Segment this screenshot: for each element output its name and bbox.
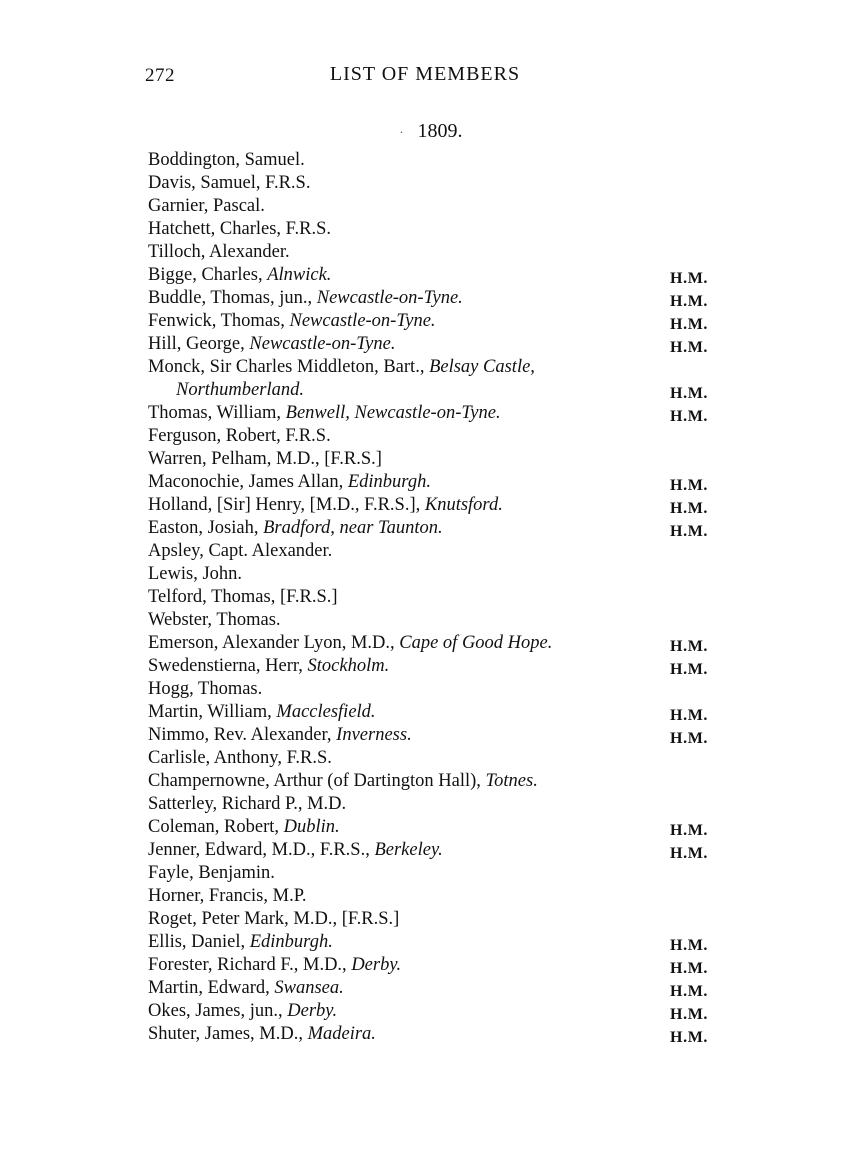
list-item (148, 241, 708, 264)
member-name: Webster, Thomas. (148, 610, 281, 630)
member-status: H.M. (670, 1029, 708, 1046)
member-name: Hatchett, Charles, F.R.S. (148, 219, 331, 239)
member-name: Buddle, Thomas, jun., (148, 288, 317, 308)
member-name: Horner, Francis, M.P. (148, 886, 307, 906)
member-name: Ellis, Daniel, (148, 932, 250, 952)
list-item (148, 747, 708, 770)
member-place: Bradford, near Taunton. (263, 518, 443, 538)
member-name: Thomas, William, (148, 403, 286, 423)
list-item (148, 264, 708, 287)
list-item (148, 540, 708, 563)
member-place: Knutsford. (424, 495, 503, 515)
member-name: Fenwick, Thomas, (148, 311, 290, 331)
list-item (148, 885, 708, 908)
list-item (148, 609, 708, 632)
member-status: H.M. (670, 500, 708, 517)
member-list (148, 149, 708, 1046)
member-place: Totnes. (485, 771, 538, 791)
member-place: Benwell, Newcastle-on-Tyne. (285, 403, 501, 423)
list-item (148, 839, 708, 862)
list-item (148, 310, 708, 333)
list-item (148, 770, 708, 793)
member-place: Stockholm. (307, 656, 390, 676)
member-status: H.M. (670, 477, 708, 494)
member-name: Satterley, Richard P., M.D. (148, 794, 347, 814)
member-place: Cape of Good Hope. (399, 633, 553, 653)
member-name: Martin, William, (148, 702, 277, 722)
member-name: Hogg, Thomas. (148, 679, 263, 699)
member-status: H.M. (670, 270, 708, 287)
page-number: 272 (145, 65, 175, 86)
member-name: Garnier, Pascal. (148, 196, 265, 216)
member-status: H.M. (670, 339, 708, 356)
list-item (148, 425, 708, 448)
list-item (148, 1000, 708, 1023)
member-place: Newcastle-on-Tyne. (249, 334, 396, 354)
decorative-dot: · (399, 124, 404, 139)
member-status: H.M. (670, 1006, 708, 1023)
member-status: H.M. (670, 730, 708, 747)
member-place: Berkeley. (374, 840, 443, 860)
list-item (148, 471, 708, 494)
list-item (148, 494, 708, 517)
list-item (148, 1023, 708, 1046)
member-status: H.M. (670, 707, 708, 724)
member-name: Nimmo, Rev. Alexander, (148, 725, 337, 745)
member-place: Dublin. (283, 817, 340, 837)
running-head: LIST OF MEMBERS (329, 63, 521, 85)
member-status: H.M. (670, 937, 708, 954)
member-status: H.M. (670, 523, 708, 540)
member-name: Swedenstierna, Herr, (148, 656, 308, 676)
member-name: Shuter, James, M.D., (148, 1024, 308, 1044)
list-item (148, 678, 708, 701)
member-place: Macclesfield. (276, 702, 376, 722)
list-item (148, 632, 708, 655)
member-place: Belsay Castle, (429, 357, 535, 377)
list-item (148, 563, 708, 586)
member-place: Edinburgh. (249, 932, 333, 952)
member-place: Swansea. (274, 978, 344, 998)
member-place: Madeira. (307, 1024, 376, 1044)
member-status: H.M. (670, 960, 708, 977)
member-name: Monck, Sir Charles Middleton, Bart., (148, 357, 430, 377)
list-item (148, 287, 708, 310)
member-name: Apsley, Capt. Alexander. (148, 541, 333, 561)
list-item (148, 333, 708, 356)
list-item (148, 586, 708, 609)
list-item (148, 448, 708, 471)
member-status: H.M. (670, 293, 708, 310)
list-item (148, 701, 708, 724)
list-item (148, 218, 708, 241)
member-name: Boddington, Samuel. (148, 150, 305, 170)
member-name: Roget, Peter Mark, M.D., [F.R.S.] (148, 909, 400, 929)
member-status: H.M. (670, 316, 708, 333)
member-name: Telford, Thomas, [F.R.S.] (148, 587, 338, 607)
member-place: Newcastle-on-Tyne. (316, 288, 463, 308)
member-name: Carlisle, Anthony, F.R.S. (148, 748, 332, 768)
member-name: Easton, Josiah, (148, 518, 264, 538)
list-item (148, 862, 708, 885)
member-place-continued: Northumberland. (176, 380, 304, 400)
member-name: Tilloch, Alexander. (148, 242, 290, 262)
list-item (148, 402, 708, 425)
member-name: Maconochie, James Allan, (148, 472, 348, 492)
list-item (148, 954, 708, 977)
year-label: 1809. (417, 120, 463, 142)
list-item (148, 793, 708, 816)
member-name: Holland, [Sir] Henry, [M.D., F.R.S.], (148, 495, 425, 515)
member-place: Derby. (287, 1001, 338, 1021)
list-item (148, 149, 708, 172)
member-name: Coleman, Robert, (148, 817, 284, 837)
member-name: Jenner, Edward, M.D., F.R.S., (148, 840, 375, 860)
member-name: Ferguson, Robert, F.R.S. (148, 426, 331, 446)
member-name: Warren, Pelham, M.D., [F.R.S.] (148, 449, 382, 469)
list-item (148, 977, 708, 1000)
list-item (148, 931, 708, 954)
member-status: H.M. (670, 661, 708, 678)
member-name: Fayle, Benjamin. (148, 863, 275, 883)
list-item (148, 172, 708, 195)
member-name: Emerson, Alexander Lyon, M.D., (148, 633, 400, 653)
member-name: Hill, George, (148, 334, 250, 354)
member-name: Lewis, John. (148, 564, 243, 584)
member-name: Martin, Edward, (148, 978, 275, 998)
member-status: H.M. (670, 822, 708, 839)
list-item (148, 724, 708, 747)
list-item (148, 356, 708, 402)
member-status: H.M. (670, 408, 708, 425)
member-status: H.M. (670, 638, 708, 655)
member-status: H.M. (670, 385, 708, 402)
member-status: H.M. (670, 983, 708, 1000)
member-place: Edinburgh. (347, 472, 431, 492)
list-item (148, 655, 708, 678)
member-status: H.M. (670, 845, 708, 862)
member-name: Bigge, Charles, (148, 265, 268, 285)
list-item (148, 816, 708, 839)
member-place: Alnwick. (267, 265, 332, 285)
member-name: Forester, Richard F., M.D., (148, 955, 352, 975)
member-name: Champernowne, Arthur (of Dartington Hall), (148, 771, 486, 791)
member-name: Davis, Samuel, F.R.S. (148, 173, 311, 193)
list-item (148, 908, 708, 931)
member-place: Inverness. (336, 725, 412, 745)
list-item (148, 195, 708, 218)
list-item (148, 517, 708, 540)
member-place: Derby. (351, 955, 402, 975)
member-place: Newcastle-on-Tyne. (289, 311, 436, 331)
year-heading (0, 120, 850, 143)
member-name: Okes, James, jun., (148, 1001, 288, 1021)
